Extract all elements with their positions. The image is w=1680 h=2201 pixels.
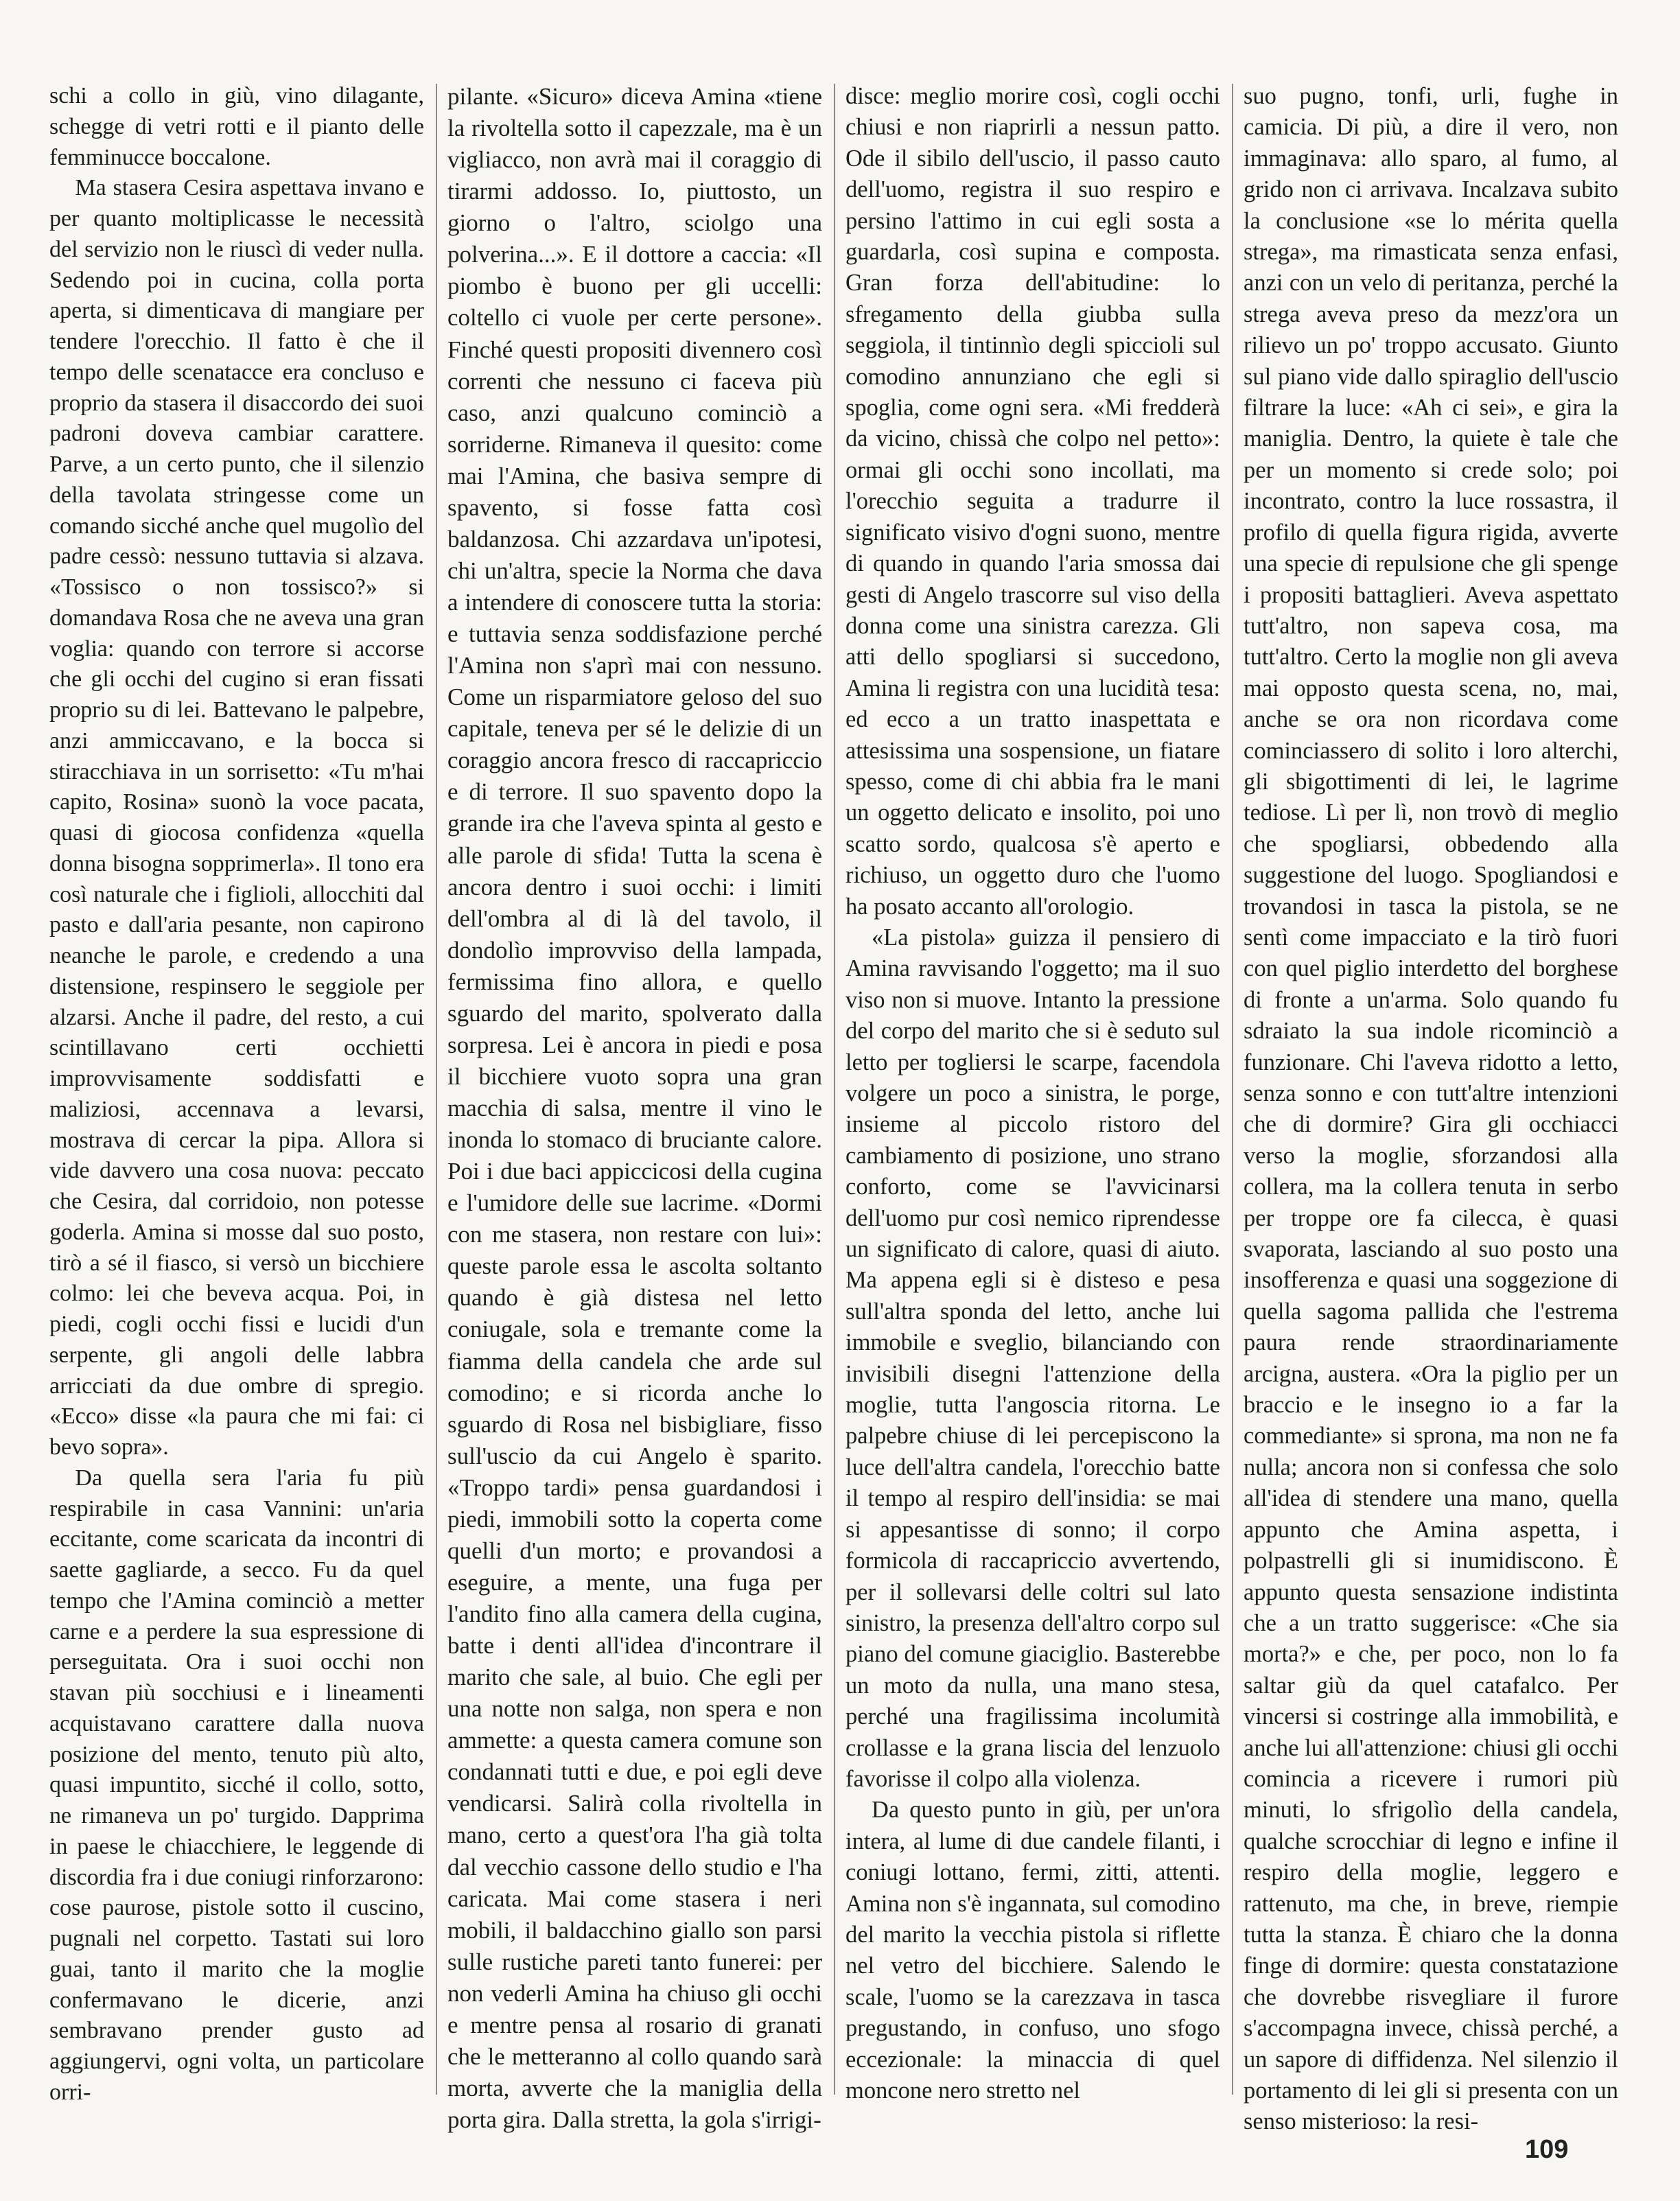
paragraph: «La pistola» guizza il pensiero di Amina ravvisando l'oggetto; ma il suo viso non si muove. Intanto la pressione del corpo del marito che si è seduto sul letto per togliersi le scarpe, facendola volgere un poco a sinistra, le porge, insieme al piccolo ristoro del cambiamento di posizione, uno strano conforto, come se l'avvicinarsi dell'uomo pur così nemico riprendesse un significato di calore, quasi di aiuto. Ma appena egli si è disteso e pesa sull'altra sponda del letto, anche lui immobile e sveglio, bilanciando con invisibili disegni l'attenzione della moglie, tutta l'angoscia ritorna. Le palpebre chiuse di lei percepiscono la luce dell'altra candela, l'orecchio batte il tempo al respiro dell'insidia: se mai si appesantisse di sonno; il corpo formicola di raccapriccio avvertendo, per il sollevarsi delle coltri sul lato sinistro, la presenza dell'altro corpo sul piano del comune giaciglio. Basterebbe un moto da nulla, una mano stesa, perché una fragilissima incolumità crollasse e la grana liscia del lenzuolo favorisse il colpo alla violenza. (845, 924, 1220, 1792)
text-column-1 (49, 81, 424, 2140)
paragraph: schi a collo in giù, vino dilagante, schegge di vetri rotti e il pianto delle femminucce boccalone. (49, 83, 424, 170)
paragraph: Da quella sera l'aria fu più respirabile in casa Vannini: un'aria eccitante, come scaricata da incontri di saette gagliarde, a secco. Fu da quel tempo che l'Amina cominciò a metter carne e a perdere la sua espressione di perseguitata. Ora i suoi occhi non stavan più socchiusi e i lineamenti acquistavano carattere dalla nuova posizione del mento, tenuto più alto, quasi impuntito, sicché il collo, sotto, ne rimaneva un po' turgido. Dapprima in paese le chiacchiere, le leggende di discordia fra i due coniugi rinforzarono: cose paurose, pistole sotto il cuscino, pugnali nel corpetto. Tastati sui loro guai, tanto il marito che la moglie confermavano le dicerie, anzi sembravano prender gusto ad aggiungervi, ogni volta, un particolare orri- (49, 1465, 424, 2105)
page-number: 109 (1525, 2135, 1569, 2164)
paragraph: disce: meglio morire così, cogli occhi chiusi e non riaprirli a nessun patto. Ode il sibilo dell'uscio, il passo cauto dell'uomo, registra il suo respiro e persino l'attimo in cui egli sosta a guardarla, così supina e composta. Gran forza dell'abitudine: lo sfregamento della giubba sulla seggiola, il tintinnìo degli spiccioli sul comodino annunziano che egli si spoglia, come ogni sera. «Mi fredderà da vicino, chissà che colpo nel petto»: ormai gli occhi sono incollati, ma l'orecchio seguita a tradurre il significato visivo d'ogni suono, mentre di quando in quando l'aria smossa dai gesti di Angelo trascorre sul viso della donna come una sinistra carezza. Gli atti dello spogliarsi si succedono, Amina li registra con una lucidità tesa: ed ecco a un tratto inaspettata e attesissima una sospensione, un fiatare spesso, come di chi abbia fra le mani un oggetto delicato e insolito, poi uno scatto sordo, qualcosa s'è aperto e richiuso, un oggetto duro che l'uomo ha posato accanto all'orologio. (845, 83, 1220, 920)
paragraph: Da questo punto in giù, per un'ora intera, al lume di due candele filanti, i coniugi lottano, fermi, zitti, attenti. Amina non s'è ingannata, sul comodino del marito la vecchia pistola si riflette nel vetro del bicchiere. Salendo le scale, l'uomo se la carezzava in tasca pregustando, in confuso, uno sfogo eccezionale: la minaccia di quel moncone nero stretto nel (845, 1797, 1220, 2104)
text-column-3 (845, 81, 1220, 2140)
column-divider (436, 84, 437, 2095)
text-column-2 (447, 81, 822, 2140)
article-columns (49, 81, 1680, 2140)
paragraph: suo pugno, tonfi, urli, fughe in camicia. Di più, a dire il vero, non immaginava: allo sparo, al fumo, al grido non ci arrivava. Incalzava subito la conclusione «se lo mérita quella strega», ma rimasticata senza enfasi, anzi con un velo di peritanza, perché la strega aveva preso da mezz'ora un rilievo un po' troppo accusato. Giunto sul piano vide dallo spiraglio dell'uscio filtrare la luce: «Ah ci sei», e gira la maniglia. Dentro, la quiete è tale che per un momento si crede solo; poi incontrato, contro la luce rossastra, il profilo di quella figura rigida, avverte una specie di repulsione che gli spenge i propositi battaglieri. Aveva aspettato tutt'altro, non sapeva cosa, ma tutt'altro. Certo la moglie non gli aveva mai opposto questa scena, no, mai, anche se ora non ricordava come cominciassero di solito i loro alterchi, gli sbigottimenti di lei, le lagrime tediose. Lì per lì, non trovò di meglio che spogliarsi, obbedendo alla suggestione del luogo. Spogliandosi e trovandosi in tasca la pistola, se ne sentì come impacciato e la tirò fuori con quel piglio interdetto del borghese di fronte a un'arma. Solo quando fu sdraiato la sua indole ricominciò a funzionare. Chi l'aveva ridotto a letto, senza sonno e con tutt'altre intenzioni che di dormire? Gira gli occhiacci verso la moglie, sforzandosi alla collera, ma la collera tenuta in serbo per troppe ore fa cilecca, è quasi svaporata, lasciando al suo posto una insofferenza e quasi una soggezione di quella sagoma pallida che l'estrema paura rende straordinariamente arcigna, austera. «Ora la piglio per un braccio e le insegno io a far la commediante» si sprona, ma non ne fa nulla; ancora non si confessa che solo all'idea di stendere una mano, quella appunto che Amina aspetta, i polpastrelli gli si inumidiscono. È appunto questa sensazione indistinta che a un tratto suggerisce: «Che sia morta?» e che, per poco, non lo fa saltar giù da quel catafalco. Per vincersi si costringe alla immobilità, e anche lui all'attenzione: chiusi gli occhi comincia a ricevere i rumori più minuti, lo sfrigolìo della candela, qualche scrocchiar di legno e infine il respiro della moglie, leggero e rattenuto, ma che, in breve, riempie tutta la stanza. È chiaro che la donna finge di dormire: questa constatazione che dovrebbe risvegliare il furore s'accompagna invece, chissà perché, a un sapore di diffidenza. Nel silenzio il portamento di lei gli si presenta con un senso misterioso: la resi- (1244, 83, 1618, 2135)
text-column-4 (1244, 81, 1618, 2140)
paragraph: pilante. «Sicuro» diceva Amina «tiene la rivoltella sotto il capezzale, ma è un vigliacco, non avrà mai il coraggio di tirarmi addosso. Io, piuttosto, un giorno o l'altro, sciolgo una polverina...». E il dottore a caccia: «Il piombo è buono per gli uccelli: coltello ci vuole per certe persone». Finché questi propositi divennero così correnti che nessuno ci faceva più caso, anzi qualcuno cominciò a sorriderne. Rimaneva il quesito: come mai l'Amina, che basiva sempre di spavento, si fosse fatta così baldanzosa. Chi azzardava un'ipotesi, chi un'altra, specie la Norma che dava a intendere di conoscere tutta la storia: e tuttavia senza soddisfazione perché l'Amina non s'aprì mai con nessuno. Come un risparmiatore geloso del suo capitale, teneva per sé le delizie di un coraggio ancora fresco di raccapriccio e di terrore. Il suo spavento dopo la grande ira che l'aveva spinta al gesto e alle parole di sfida! Tutta la scena è ancora dentro i suoi occhi: i limiti dell'ombra al di là del tavolo, il dondolìo improvviso della lampada, fermissima fino allora, e quello sguardo del marito, spolverato dalla sorpresa. Lei è ancora in piedi e posa il bicchiere vuoto sopra una gran macchia di salsa, mentre il vino le inonda lo stomaco di bruciante calore. Poi i due baci appiccicosi della cugina e l'umidore delle sue lacrime. «Dormi con me stasera, non restare con lui»: queste parole essa le ascolta soltanto quando è già distesa nel letto coniugale, sola e tremante come la fiamma della candela che arde sul comodino; e si ricorda anche lo sguardo di Rosa nel bisbigliare, fisso sull'uscio da cui Angelo è sparito. «Troppo tardi» pensa guardandosi i piedi, immobili sotto la coperta come quelli d'un morto; e provandosi a eseguire, a mente, una fuga per l'andito fino alla camera della cugina, batte i denti all'idea d'incontrare il marito che sale, al buio. Che egli per una notte non salga, non spera e non ammette: a questa camera comune son condannati tutti e due, e poi egli deve vendicarsi. Salirà colla rivoltella in mano, certo a quest'ora l'ha già tolta dal vecchio cassone dello studio e l'ha caricata. Mai come stasera i neri mobili, il baldacchino giallo son parsi sulle rustiche pareti tanto funerei: per non vederli Amina ha chiuso gli occhi e mentre pensa al rosario di granati che le metteranno al collo quando sarà morta, avverte che la maniglia della porta gira. Dalla stretta, la gola s'irrigi- (447, 83, 822, 2133)
column-divider (1232, 84, 1233, 2095)
column-divider (834, 84, 835, 2095)
paragraph: Ma stasera Cesira aspettava invano e per quanto moltiplicasse le necessità del servizio non le riuscì di veder nulla. Sedendo poi in cucina, colla porta aperta, si dimenticava di mangiare per tendere l'orecchio. Il fatto è che il tempo delle scenatacce era concluso e proprio da stasera il disaccordo dei suoi padroni doveva cambiar carattere. Parve, a un certo punto, che il silenzio della tavolata stringesse come un comando sicché anche quel mugolìo del padre cessò: nessuno tuttavia si alzava. «Tossisco o non tossisco?» si domandava Rosa che ne aveva una gran voglia: quando con terrore si accorse che gli occhi del cugino si eran fissati proprio su di lei. Battevano le palpebre, anzi ammiccavano, e la bocca si stiracchiava in un sorrisetto: «Tu m'hai capito, Rosina» suonò la voce pacata, quasi di giocosa confidenza «quella donna bisogna sopprimerla». Il tono era così naturale che i figlioli, allocchiti dal pasto e dall'aria pesante, non capirono neanche le parole, e credendo a una distensione, respinsero le seggiole per alzarsi. Anche il padre, del resto, a cui scintillavano certi occhietti improvvisamente soddisfatti e maliziosi, accennava a levarsi, mostrava di cercar la pipa. Allora si vide davvero una cosa nuova: peccato che Cesira, dal corridoio, non potesse goderla. Amina si mosse dal suo posto, tirò a sé il fiasco, si versò un bicchiere colmo: lei che beveva acqua. Poi, in piedi, cogli occhi fissi e lucidi d'un serpente, gli angoli delle labbra arricciati da due ombre di spregio. «Ecco» disse «la paura che mi fai: ci bevo sopra». (49, 175, 424, 1460)
